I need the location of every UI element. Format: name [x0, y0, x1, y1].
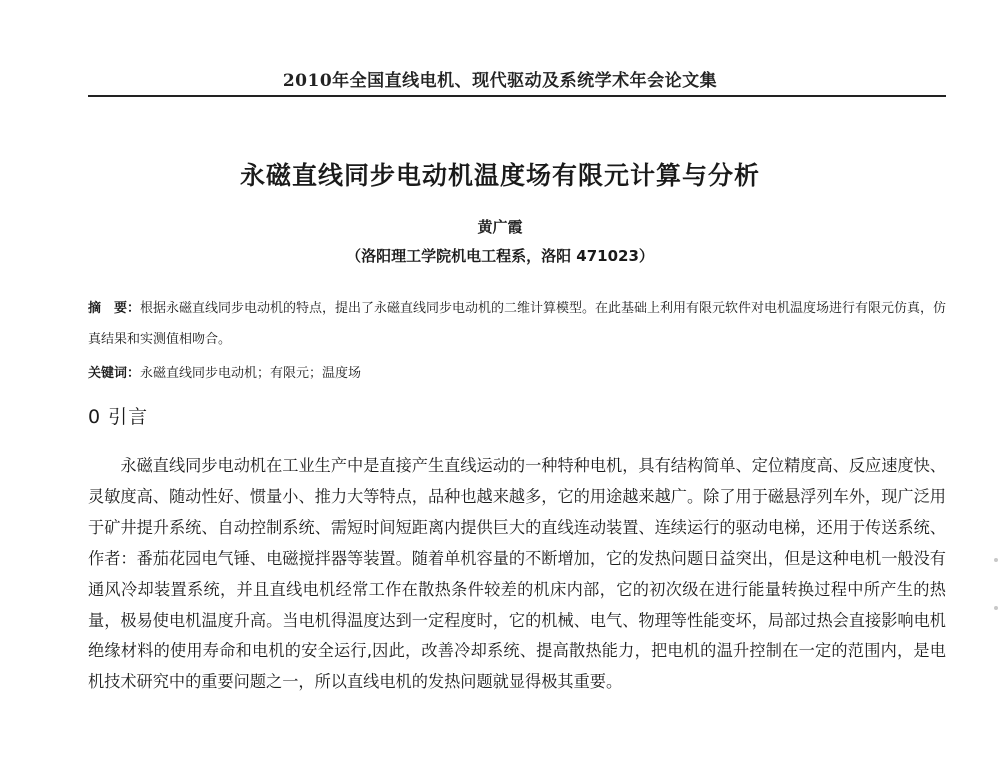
author-affiliation: （洛阳理工学院机电工程系，洛阳 471023） — [346, 247, 654, 265]
abstract-text: 根据永磁直线同步电动机的特点，提出了永磁直线同步电动机的二维计算模型。在此基础上利用有限元软件对电机温度场进行有限元仿真，仿真结果和实测值相吻合。 — [88, 301, 947, 347]
section-heading-introduction: 0 引言 — [88, 406, 149, 428]
abstract — [88, 293, 948, 355]
keywords — [88, 362, 948, 386]
scan-speck — [994, 558, 998, 562]
author-name: 黄广霞 — [477, 218, 523, 236]
abstract-label: 摘 要： — [88, 301, 141, 316]
running-header: 2010年全国直线电机、现代驱动及系统学术年会论文集 — [282, 71, 718, 91]
body-paragraph: 永磁直线同步电动机在工业生产中是直接产生直线运动的一种特种电机，具有结构简单、定位精度高、反应速度快、灵敏度高、随动性好、惯量小、推力大等特点，品种也越来越多，它的用途越来越广。除了用于磁悬浮列车外，现广泛用于矿井提升系统、自动控制系统、需短时间短距离内提供巨大的直线连动装置、连续运行的驱动电梯，还用于传送系统、作者：番茄花园电气锤、电磁搅拌器等装置。随着单机容量的不断增加，它的发热问题日益突出，但是这种电机一般没有通风冷却装置系统，并且直线电机经常工作在散热条件较差的机床内部，它的初次级在进行能量转换过程中所产生的热量，极易使电机温度升高。当电机得温度达到一定程度时，它的机械、电气、物理等性能变坏，局部过热会直接影响电机绝缘材料的使用寿命和电机的安全运行,因此，改善冷却系统、提高散热能力，把电机的温升控制在一定的范围内，是电机技术研究中的重要问题之一，所以直线电机的发热问题就显得极其重要。 — [88, 456, 946, 692]
paper-title: 永磁直线同步电动机温度场有限元计算与分析 — [239, 161, 760, 190]
header-rule — [88, 95, 946, 97]
keywords-label: 关键词： — [88, 366, 141, 381]
keywords-text: 永磁直线同步电动机；有限元；温度场 — [140, 366, 362, 381]
scan-speck — [994, 606, 998, 610]
